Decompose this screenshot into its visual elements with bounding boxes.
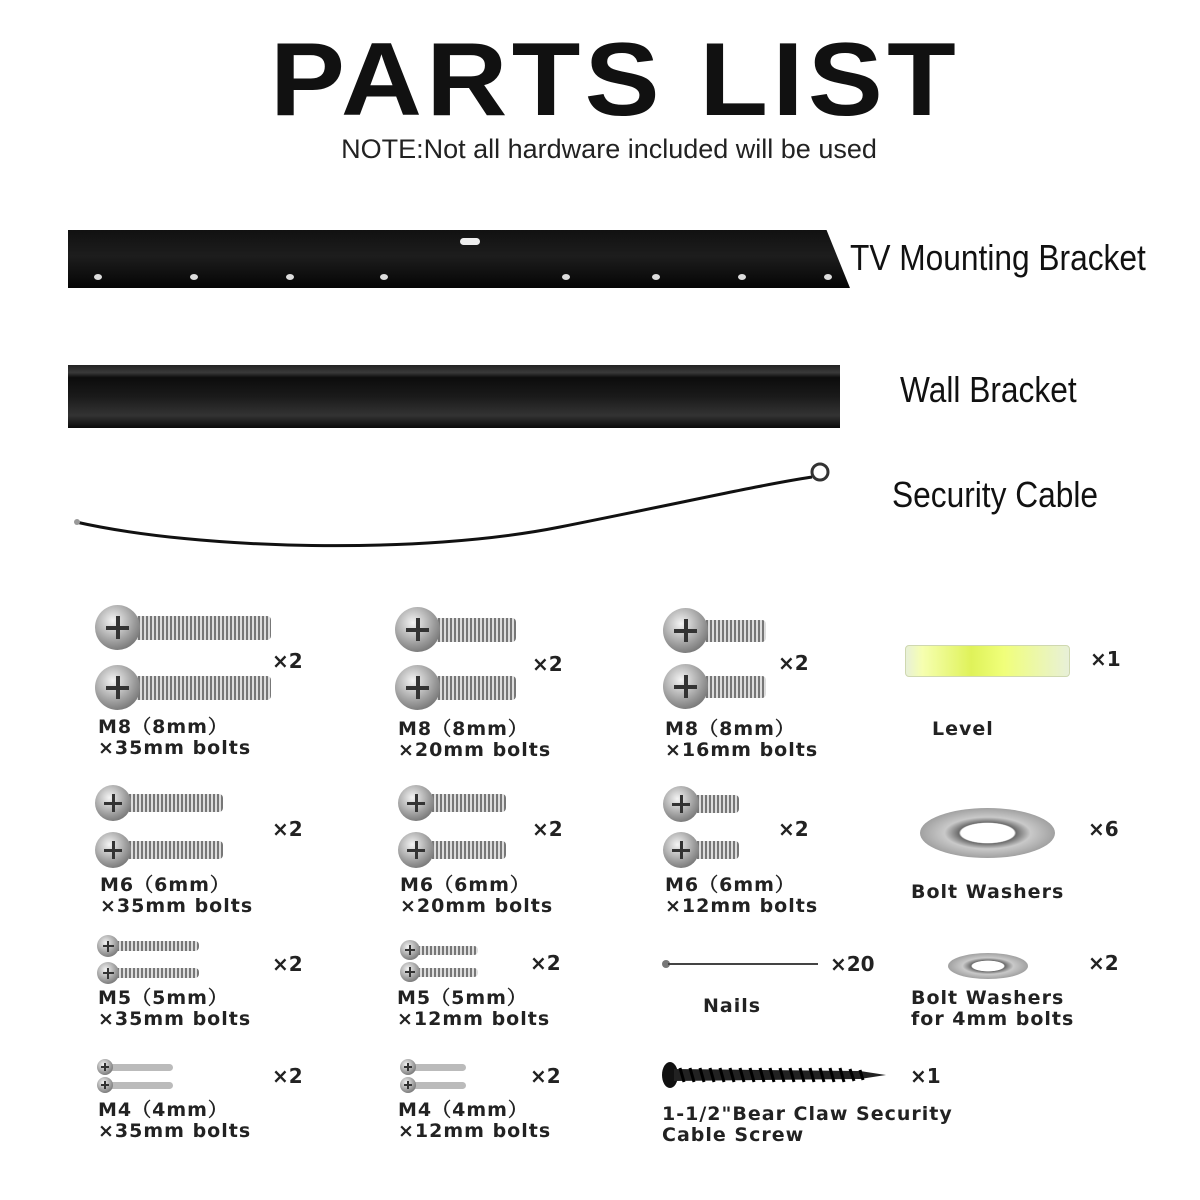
part-label: M8（8mm） ×20mm bolts <box>398 718 552 761</box>
bolt-icon <box>663 832 739 868</box>
security-screw-icon <box>660 1060 890 1090</box>
bolt-icon <box>400 962 478 982</box>
part-label: M8（8mm） ×16mm bolts <box>665 718 819 761</box>
note-text: NOTE:Not all hardware included will be used <box>341 134 877 164</box>
bolt-icon <box>663 786 739 822</box>
bolt-icon <box>95 832 223 868</box>
bolt-icon <box>400 1077 466 1093</box>
bolt-icon <box>95 605 271 650</box>
bolt-icon <box>395 665 516 710</box>
washer-icon <box>920 808 1055 858</box>
nail-icon <box>660 956 822 972</box>
part-label: Bolt Washers for 4mm bolts <box>911 987 1075 1030</box>
quantity: ×2 <box>530 1064 561 1088</box>
quantity: ×2 <box>272 649 303 673</box>
wall-bracket-label: Wall Bracket <box>900 369 1077 410</box>
part-label: M6（6mm） ×20mm bolts <box>400 874 554 917</box>
part-label: M6（6mm） ×12mm bolts <box>665 874 819 917</box>
quantity: ×2 <box>532 817 563 841</box>
quantity: ×2 <box>272 952 303 976</box>
part-label: M4（4mm） ×12mm bolts <box>398 1099 552 1142</box>
wall-bracket-image <box>68 365 840 428</box>
quantity: ×2 <box>530 951 561 975</box>
bolt-icon <box>97 935 199 957</box>
part-label: 1-1/2"Bear Claw Security Cable Screw <box>662 1103 953 1146</box>
bolt-icon <box>663 664 766 709</box>
part-label: Bolt Washers <box>911 881 1065 903</box>
part-label: M8（8mm） ×35mm bolts <box>98 716 252 759</box>
bolt-icon <box>663 608 766 653</box>
washer-icon <box>948 953 1028 979</box>
part-label: M4（4mm） ×35mm bolts <box>98 1099 252 1142</box>
bolt-icon <box>400 1059 466 1075</box>
quantity: ×2 <box>272 817 303 841</box>
quantity: ×2 <box>532 652 563 676</box>
part-label: Nails <box>703 995 762 1017</box>
bolt-icon <box>95 785 223 821</box>
part-label: M6（6mm） ×35mm bolts <box>100 874 254 917</box>
quantity: ×2 <box>272 1064 303 1088</box>
quantity: ×2 <box>1088 951 1119 975</box>
quantity: ×6 <box>1088 817 1119 841</box>
security-cable-label: Security Cable <box>892 474 1099 515</box>
quantity: ×1 <box>910 1064 941 1088</box>
quantity: ×2 <box>778 651 809 675</box>
bolt-icon <box>97 1077 173 1093</box>
part-label: M5（5mm） ×12mm bolts <box>397 987 551 1030</box>
tv-mounting-bracket-label: TV Mounting Bracket <box>850 237 1146 278</box>
bolt-icon <box>395 607 516 652</box>
bolt-icon <box>97 962 199 984</box>
level-icon <box>905 645 1070 677</box>
security-cable-image <box>0 455 850 565</box>
quantity: ×1 <box>1090 647 1121 671</box>
bolt-icon <box>398 832 506 868</box>
part-label: M5（5mm） ×35mm bolts <box>98 987 252 1030</box>
bolt-icon <box>398 785 506 821</box>
quantity: ×20 <box>830 952 875 976</box>
tv-mounting-bracket-image <box>68 230 850 288</box>
bolt-icon <box>400 940 478 960</box>
quantity: ×2 <box>778 817 809 841</box>
bolt-icon <box>95 665 271 710</box>
part-label: Level <box>932 718 994 740</box>
page-title: PARTS LIST <box>269 22 961 138</box>
bolt-icon <box>97 1059 173 1075</box>
